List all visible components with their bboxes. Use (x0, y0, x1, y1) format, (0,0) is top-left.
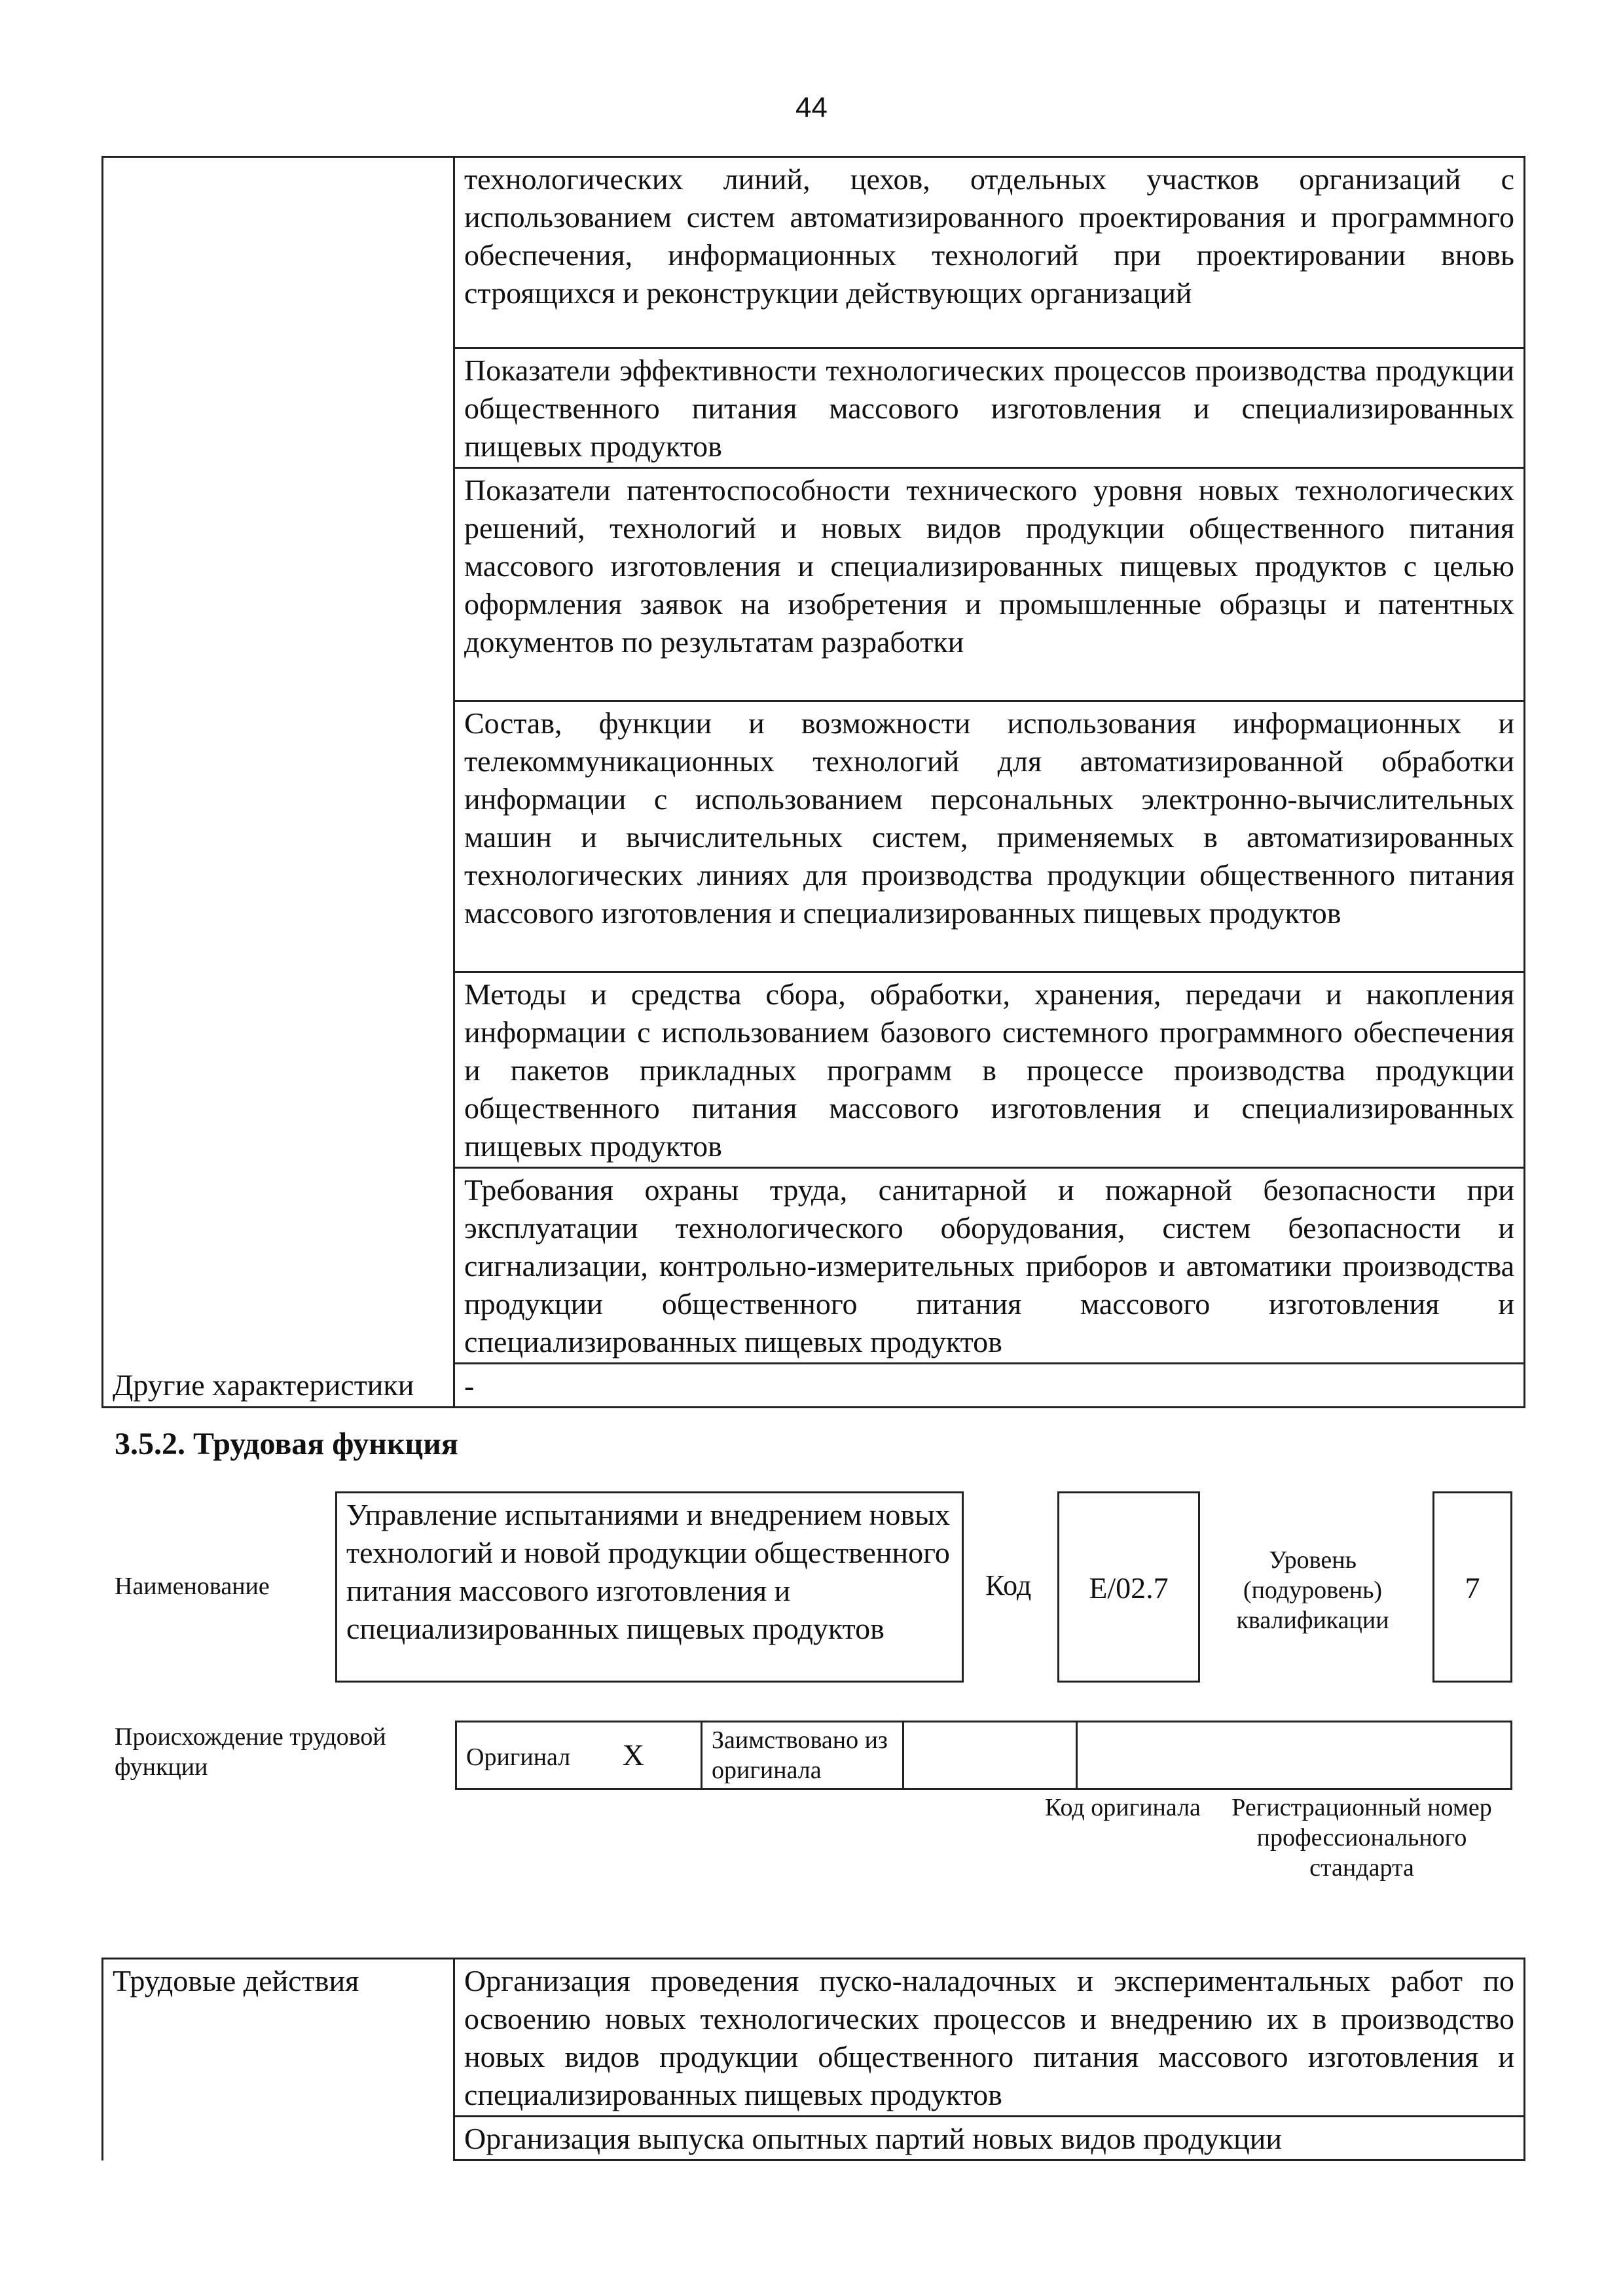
table-row (456, 1722, 1512, 1789)
name-box (335, 1491, 964, 1683)
registration-caption: Регистрационный номер профессионального стандарта (1231, 1794, 1492, 1882)
original-label-text: Оригинал (466, 1743, 571, 1771)
table-row (103, 1959, 1525, 2117)
code-label: Код (985, 1569, 1032, 1601)
actions-label: Трудовые действия (103, 1959, 454, 2160)
original-mark: X (622, 1738, 644, 1772)
table-row (103, 1364, 1525, 1408)
knowledge-table (101, 156, 1525, 1408)
actions-table (101, 1958, 1525, 2161)
original-code-cell (903, 1722, 1077, 1789)
empty-left-cell (103, 157, 454, 1364)
code-box (1057, 1491, 1200, 1683)
name-value: Управление испытаниями и внедрением новых технологий и новой продукции общественного питания массового изготовления и специализированных пищевых продуктов (346, 1498, 951, 1645)
action-item: Организация проведения пуско-наладочных и экспериментальных работ по освоению новых технологических процессов и внедрению их в производство новых видов продукции общественного питания массового изготовления и специализированных пищевых продуктов (454, 1959, 1525, 2117)
knowledge-item: технологических линий, цехов, отдельных участков организаций с использованием систем автоматизированного проектирования и программного обеспечения, информационных технологий при проектировании вновь строящихся и реконструкции действующих организаций (454, 157, 1525, 348)
level-box (1432, 1491, 1512, 1683)
knowledge-item: Показатели патентоспособности технического уровня новых технологических решений, технологий и новых видов продукции общественного питания массового изготовления и специализированных пищевых продуктов с целью оформления заявок на изобретения и промышленные образцы и патентных документов по результатам разработки (454, 468, 1525, 701)
original-label (456, 1722, 702, 1789)
borrowed-label: Заимствовано из оригинала (702, 1722, 903, 1789)
origin-table (455, 1721, 1512, 1790)
code-value: E/02.7 (1089, 1571, 1169, 1605)
other-characteristics-label: Другие характеристики (103, 1364, 454, 1408)
knowledge-item: Требования охраны труда, санитарной и пожарной безопасности при эксплуатации технологического оборудования, систем безопасности и сигнализации, контрольно-измерительных приборов и автоматики производства продукции общественного питания массового изготовления и специализированных пищевых продуктов (454, 1168, 1525, 1364)
registration-number-cell (1077, 1722, 1512, 1789)
name-label: Наименование (115, 1573, 270, 1600)
knowledge-item: Состав, функции и возможности использования информационных и телекоммуникационных технологий для автоматизированной обработки информации с использованием персональных электронно-вычислительных машин и вычислительных систем, применяемых в автоматизированных технологических линиях для производства продукции общественного питания массового изготовления и специализированных пищевых продуктов (454, 701, 1525, 972)
action-item: Организация выпуска опытных партий новых видов продукции (454, 2117, 1525, 2160)
page-number: 44 (795, 92, 828, 124)
origin-label: Происхождение трудовой функции (115, 1723, 386, 1781)
code-caption: Код оригинала (1045, 1794, 1201, 1821)
level-label: Уровень (подуровень) квалификации (1236, 1546, 1389, 1634)
knowledge-item: Методы и средства сбора, обработки, хранения, передачи и накопления информации с использованием базового системного программного обеспечения и пакетов прикладных программ в процессе производства продукции общественного питания массового изготовления и специализированных пищевых продуктов (454, 972, 1525, 1168)
knowledge-item: Показатели эффективности технологических процессов производства продукции общественного питания массового изготовления и специализированных пищевых продуктов (454, 348, 1525, 468)
level-value: 7 (1465, 1571, 1480, 1605)
other-characteristics-value: - (454, 1364, 1525, 1408)
section-title: 3.5.2. Трудовая функция (115, 1427, 458, 1461)
table-row (103, 157, 1525, 348)
